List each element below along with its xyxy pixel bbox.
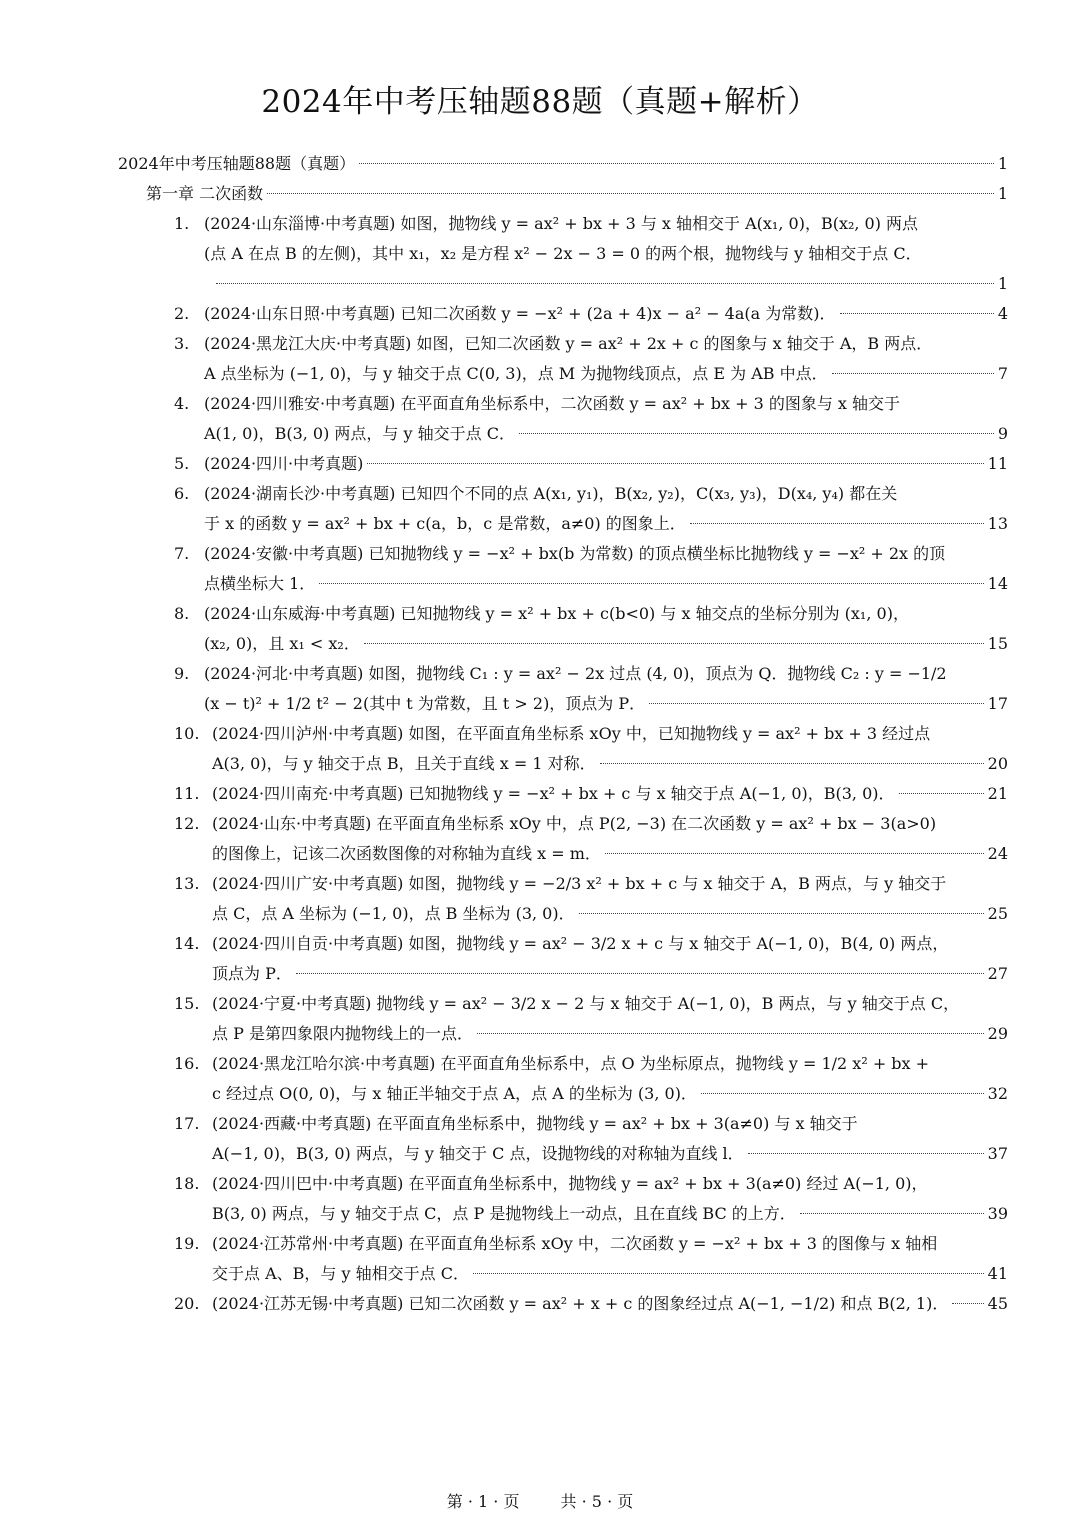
toc-page-number: 37 xyxy=(987,1144,1008,1163)
toc-item-line[interactable] xyxy=(212,902,1008,926)
toc-page-number: 9 xyxy=(997,424,1008,443)
toc-item-number: 4. xyxy=(174,394,190,413)
toc-page-number: 13 xyxy=(987,514,1008,533)
toc-item-line[interactable] xyxy=(204,662,1008,686)
leader-dots xyxy=(600,763,984,764)
toc-item-line[interactable] xyxy=(204,512,1008,536)
toc-item-number: 9. xyxy=(174,664,190,683)
toc-item-number: 2. xyxy=(174,304,190,323)
toc-item-line[interactable] xyxy=(204,542,1008,566)
toc-part-entry[interactable] xyxy=(118,152,1008,176)
toc-item-text: A(−1, 0)，B(3, 0) 两点，与 y 轴交于 C 点，设抛物线的对称轴为直线 l． xyxy=(212,1144,744,1163)
toc-item-line[interactable] xyxy=(212,1082,1008,1106)
leader-dots xyxy=(477,1033,984,1034)
leader-dots xyxy=(701,1093,984,1094)
toc-page-number: 11 xyxy=(987,454,1008,473)
toc-item-number: 6. xyxy=(174,484,190,503)
toc-item-text: (2024·黑龙江大庆·中考真题) 如图，已知二次函数 y = ax² + 2x + c 的图象与 x 轴交于 A，B 两点． xyxy=(204,334,933,353)
toc-item-text: (2024·黑龙江哈尔滨·中考真题) 在平面直角坐标系中，点 O 为坐标原点，抛物线 y = 1/2 x² + bx + xyxy=(212,1054,930,1073)
toc-item-text: (2024·山东淄博·中考真题) 如图，抛物线 y = ax² + bx + 3 与 x 轴相交于 A(x₁, 0)，B(x₂, 0) 两点 xyxy=(204,214,919,233)
toc-item-number: 1. xyxy=(174,214,190,233)
toc-item-line[interactable] xyxy=(212,1232,1008,1256)
toc-item-text: (2024·山东威海·中考真题) 已知抛物线 y = x² + bx + c(b<0) 与 x 轴交点的坐标分别为 (x₁, 0)， xyxy=(204,604,909,623)
page-footer xyxy=(0,1489,1080,1512)
toc-item-number: 8. xyxy=(174,604,190,623)
toc-item-line[interactable] xyxy=(204,602,1008,626)
toc-item-text: (x − t)² + 1/2 t² − 2(其中 t 为常数，且 t > 2)，顶点为 P． xyxy=(204,694,646,713)
toc-item-text: B(3, 0) 两点，与 y 轴交于点 C，点 P 是抛物线上一动点，且在直线 BC 的上方． xyxy=(212,1204,796,1223)
leader-dots xyxy=(579,913,984,914)
toc-item-line[interactable] xyxy=(212,1142,1008,1166)
toc-item-number: 5. xyxy=(174,454,190,473)
toc-item-text: (点 A 在点 B 的左侧)，其中 x₁，x₂ 是方程 x² − 2x − 3 = 0 的两个根，抛物线与 y 轴相交于点 C． xyxy=(204,244,922,263)
leader-dots xyxy=(296,973,984,974)
toc-page-number: 41 xyxy=(987,1264,1008,1283)
leader-dots xyxy=(899,793,984,794)
toc-item-text: (2024·安徽·中考真题) 已知抛物线 y = −x² + bx(b 为常数) 的顶点横坐标比抛物线 y = −x² + 2x 的顶 xyxy=(204,544,946,563)
toc-item-line[interactable] xyxy=(204,692,1008,716)
leader-dots xyxy=(649,703,983,704)
toc-item-line[interactable] xyxy=(212,1052,1008,1076)
toc-item-text: (x₂, 0)，且 x₁ < x₂． xyxy=(204,634,360,653)
toc-item-line[interactable] xyxy=(212,1202,1008,1226)
toc-item-text: 的图像上，记该二次函数图像的对称轴为直线 x = m． xyxy=(212,844,601,863)
total-pages: 共 · 5 · 页 xyxy=(560,1492,634,1511)
toc-item-text: (2024·四川雅安·中考真题) 在平面直角坐标系中，二次函数 y = ax² + bx + 3 的图象与 x 轴交于 xyxy=(204,394,901,413)
leader-dots xyxy=(832,373,994,374)
toc-item-line[interactable] xyxy=(212,1262,1008,1286)
leader-dots xyxy=(690,523,984,524)
leader-dots xyxy=(267,193,994,194)
toc-item-text: (2024·西藏·中考真题) 在平面直角坐标系中，抛物线 y = ax² + bx + 3(a≠0) 与 x 轴交于 xyxy=(212,1114,858,1133)
leader-dots xyxy=(840,313,994,314)
toc-item-line[interactable] xyxy=(212,812,1008,836)
toc-item-line[interactable] xyxy=(204,362,1008,386)
toc-item-text: A(1, 0)，B(3, 0) 两点，与 y 轴交于点 C． xyxy=(204,424,515,443)
toc-page-number: 14 xyxy=(987,574,1008,593)
toc-page-number: 29 xyxy=(987,1024,1008,1043)
leader-dots xyxy=(605,853,984,854)
toc-item-text: (2024·四川巴中·中考真题) 在平面直角坐标系中，抛物线 y = ax² + bx + 3(a≠0) 经过 A(−1, 0)， xyxy=(212,1174,928,1193)
toc-page-number: 39 xyxy=(987,1204,1008,1223)
toc-item-text: (2024·江苏无锡·中考真题) 已知二次函数 y = ax² + x + c 的图象经过点 A(−1, −1/2) 和点 B(2, 1)． xyxy=(212,1294,949,1313)
toc-item-line[interactable] xyxy=(212,872,1008,896)
toc-item-text: 交于点 A、B，与 y 轴相交于点 C． xyxy=(212,1264,469,1283)
toc-page-number: 17 xyxy=(987,694,1008,713)
toc-item-text: 顶点为 P． xyxy=(212,964,292,983)
toc-item-line[interactable] xyxy=(204,242,1008,266)
current-page: 第 · 1 · 页 xyxy=(446,1492,520,1511)
toc-item-number: 7. xyxy=(174,544,190,563)
toc-item-line[interactable] xyxy=(204,212,1008,236)
toc-item-number: 17. xyxy=(174,1114,200,1133)
toc-item-number: 16. xyxy=(174,1054,200,1073)
toc-item-line[interactable] xyxy=(204,392,1008,416)
leader-dots xyxy=(216,283,994,284)
toc-item-text: (2024·宁夏·中考真题) 抛物线 y = ax² − 3/2 x − 2 与 x 轴交于 A(−1, 0)，B 两点，与 y 轴交于点 C， xyxy=(212,994,960,1013)
toc-item-line[interactable] xyxy=(212,1292,1008,1316)
leader-dots xyxy=(473,1273,984,1274)
leader-dots xyxy=(952,1303,983,1304)
toc-page-number: 25 xyxy=(987,904,1008,923)
leader-dots xyxy=(519,433,994,434)
toc-item-text: (2024·四川广安·中考真题) 如图，抛物线 y = −2/3 x² + bx + c 与 x 轴交于 A，B 两点，与 y 轴交于 xyxy=(212,874,947,893)
toc-item-text: (2024·湖南长沙·中考真题) 已知四个不同的点 A(x₁, y₁)，B(x₂, y₂)，C(x₃, y₃)，D(x₄, y₄) 都在关 xyxy=(204,484,898,503)
toc-item-line[interactable] xyxy=(212,1112,1008,1136)
toc-item-number: 19. xyxy=(174,1234,200,1253)
toc-page-number: 7 xyxy=(997,364,1008,383)
toc-item-number: 3. xyxy=(174,334,190,353)
toc-item-number: 10. xyxy=(174,724,200,743)
document-title: 2024年中考压轴题88题（真题+解析） xyxy=(261,84,819,120)
toc-page-number: 4 xyxy=(997,304,1008,323)
toc-item-text: 点横坐标大 1． xyxy=(204,574,316,593)
leader-dots xyxy=(748,1153,984,1154)
toc-item-line[interactable] xyxy=(212,752,1008,776)
toc-item-text: (2024·山东·中考真题) 在平面直角坐标系 xOy 中，点 P(2, −3) 在二次函数 y = ax² + bx − 3(a>0) xyxy=(212,814,937,833)
toc-item-text: 点 P 是第四象限内抛物线上的一点． xyxy=(212,1024,473,1043)
toc-page-number: 15 xyxy=(987,634,1008,653)
toc-item-line[interactable] xyxy=(204,302,1008,326)
toc-page-number: 24 xyxy=(987,844,1008,863)
toc-item-line[interactable] xyxy=(212,1022,1008,1046)
leader-dots xyxy=(359,163,994,164)
toc-item-text: A(3, 0)，与 y 轴交于点 B，且关于直线 x = 1 对称． xyxy=(212,754,596,773)
leader-dots xyxy=(800,1213,984,1214)
leader-dots xyxy=(319,583,983,584)
toc-item-number: 20. xyxy=(174,1294,200,1313)
toc-item-line[interactable] xyxy=(204,422,1008,446)
toc-item-number: 11. xyxy=(174,784,200,803)
toc-chapter-text: 第一章 二次函数 xyxy=(146,184,264,203)
leader-dots xyxy=(364,643,984,644)
toc-chapter-entry[interactable] xyxy=(146,182,1008,206)
toc-item-text: (2024·江苏常州·中考真题) 在平面直角坐标系 xOy 中，二次函数 y = −x² + bx + 3 的图像与 x 轴相 xyxy=(212,1234,938,1253)
toc-part-text: 2024年中考压轴题88题（真题） xyxy=(118,154,356,173)
toc-item-number: 15. xyxy=(174,994,200,1013)
toc-page-number: 45 xyxy=(987,1294,1008,1313)
toc-item-number: 14. xyxy=(174,934,200,953)
toc-item-line[interactable] xyxy=(204,332,1008,356)
toc-item-text: (2024·山东日照·中考真题) 已知二次函数 y = −x² + (2a + 4)x − a² − 4a(a 为常数)． xyxy=(204,304,836,323)
toc-item-line[interactable] xyxy=(212,782,1008,806)
toc-item-text: (2024·四川南充·中考真题) 已知抛物线 y = −x² + bx + c 与 x 轴交于点 A(−1, 0)，B(3, 0)． xyxy=(212,784,895,803)
toc-page-number: 20 xyxy=(987,754,1008,773)
toc-item-line[interactable] xyxy=(212,992,1008,1016)
toc-item-number: 18. xyxy=(174,1174,200,1193)
toc-item-line[interactable] xyxy=(212,722,1008,746)
toc-item-line[interactable] xyxy=(204,452,1008,476)
toc-item-line[interactable] xyxy=(212,932,1008,956)
toc-item-line[interactable] xyxy=(204,572,1008,596)
leader-dots xyxy=(367,463,983,464)
toc-item-text: c 经过点 O(0, 0)，与 x 轴正半轴交于点 A，点 A 的坐标为 (3, 0)． xyxy=(212,1084,697,1103)
toc-page-number: 1 xyxy=(997,154,1008,173)
toc-item-line[interactable] xyxy=(212,842,1008,866)
toc-page-number: 1 xyxy=(997,274,1008,293)
toc-page-number: 32 xyxy=(987,1084,1008,1103)
toc-item-text: 点 C，点 A 坐标为 (−1, 0)，点 B 坐标为 (3, 0)． xyxy=(212,904,575,923)
toc-page-number: 21 xyxy=(987,784,1008,803)
toc-item-text: A 点坐标为 (−1, 0)，与 y 轴交于点 C(0, 3)，点 M 为抛物线顶点，点 E 为 AB 中点． xyxy=(204,364,828,383)
toc-item-number: 13. xyxy=(174,874,200,893)
toc-item-text: (2024·四川自贡·中考真题) 如图，抛物线 y = ax² − 3/2 x + c 与 x 轴交于 A(−1, 0)，B(4, 0) 两点， xyxy=(212,934,949,953)
toc-item-line[interactable] xyxy=(212,962,1008,986)
toc-item-text: (2024·河北·中考真题) 如图，抛物线 C₁ : y = ax² − 2x 过点 (4, 0)，顶点为 Q．抛物线 C₂ : y = −1/2 xyxy=(204,664,947,683)
toc-item-line[interactable] xyxy=(204,482,1008,506)
toc-item-text: (2024·四川·中考真题) xyxy=(204,454,364,473)
toc-item-line[interactable] xyxy=(204,632,1008,656)
toc-page-number: 1 xyxy=(997,184,1008,203)
toc-page-number: 27 xyxy=(987,964,1008,983)
toc-item-line[interactable] xyxy=(212,1172,1008,1196)
toc-item-number: 12. xyxy=(174,814,200,833)
toc-item-leader-line[interactable] xyxy=(212,272,1008,296)
toc-item-text: (2024·四川泸州·中考真题) 如图，在平面直角坐标系 xOy 中，已知抛物线 y = ax² + bx + 3 经过点 xyxy=(212,724,931,743)
toc-item-text: 于 x 的函数 y = ax² + bx + c(a，b，c 是常数，a≠0) 的图象上． xyxy=(204,514,686,533)
